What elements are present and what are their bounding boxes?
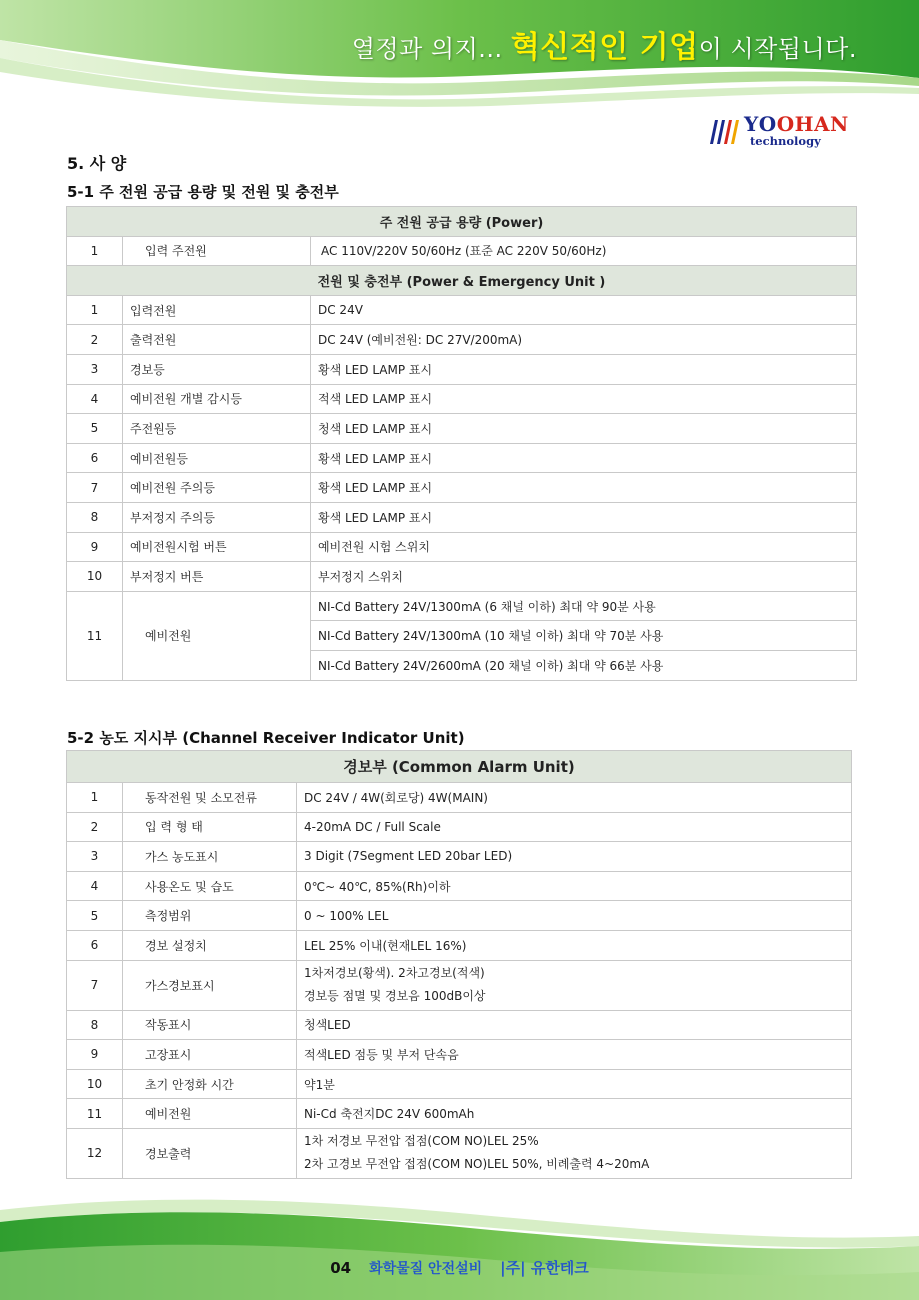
row-label: 예비전원 xyxy=(123,591,311,680)
row-number: 11 xyxy=(67,591,123,680)
table-row xyxy=(67,295,857,325)
row-value: 0 ~ 100% LEL xyxy=(297,901,852,931)
table-row xyxy=(67,871,852,901)
row-number: 11 xyxy=(67,1099,123,1129)
subsection-title-channel: 5-2 농도 지시부 (Channel Receiver Indicator Unit) xyxy=(67,729,465,747)
row-value: 적색LED 점등 및 부저 단속음 xyxy=(297,1040,852,1070)
band-power-emergency: 전원 및 충전부 (Power & Emergency Unit ) xyxy=(67,266,857,296)
row-number: 2 xyxy=(67,325,123,355)
value-line: 2차 고경보 무전압 접점(COM NO)LEL 50%, 비례출력 4~20mA xyxy=(304,1157,650,1172)
table-row xyxy=(67,1010,852,1040)
row-number: 4 xyxy=(67,871,123,901)
row-number: 8 xyxy=(67,1010,123,1040)
row-value: 3 Digit (7Segment LED 20bar LED) xyxy=(297,842,852,872)
row-label: 작동표시 xyxy=(123,1010,297,1040)
power-spec-table xyxy=(66,206,857,681)
row-value: 청색LED xyxy=(297,1010,852,1040)
table-row xyxy=(67,812,852,842)
row-label: 경보출력 xyxy=(123,1128,297,1178)
row-label: 측정범위 xyxy=(123,901,297,931)
table-row xyxy=(67,384,857,414)
row-value: DC 24V (예비전원: DC 27V/200mA) xyxy=(311,325,857,355)
row-label: 가스경보표시 xyxy=(123,960,297,1010)
band-power: 주 전원 공급 용량 (Power) xyxy=(67,207,857,237)
row-number: 10 xyxy=(67,1069,123,1099)
page-number: 04 xyxy=(330,1259,352,1277)
row-value: 4-20mA DC / Full Scale xyxy=(297,812,852,842)
row-label: 경보등 xyxy=(123,354,311,384)
table-row xyxy=(67,783,852,813)
row-value xyxy=(297,1128,852,1178)
row-number: 6 xyxy=(67,930,123,960)
row-value: NI-Cd Battery 24V/1300mA (6 채널 이하) 최대 약 90분 사용 xyxy=(311,591,857,621)
table-row xyxy=(67,1128,852,1178)
row-value: NI-Cd Battery 24V/1300mA (10 채널 이하) 최대 약 70분 사용 xyxy=(311,621,857,651)
company-logo xyxy=(706,110,856,152)
table-row xyxy=(67,591,857,621)
footer-wave-graphic xyxy=(0,1192,919,1300)
row-number: 1 xyxy=(67,783,123,813)
table-row xyxy=(67,1069,852,1099)
row-value: 황색 LED LAMP 표시 xyxy=(311,502,857,532)
row-number: 1 xyxy=(67,295,123,325)
row-label: 부저정지 주의등 xyxy=(123,502,311,532)
logo-stripes-icon xyxy=(706,116,742,146)
row-value: NI-Cd Battery 24V/2600mA (20 채널 이하) 최대 약 66분 사용 xyxy=(311,650,857,680)
row-value: 0℃~ 40℃, 85%(Rh)이하 xyxy=(297,871,852,901)
table-row xyxy=(67,901,852,931)
footer-description: 화학물질 안전설비 xyxy=(369,1261,483,1277)
row-value: Ni-Cd 축전지DC 24V 600mAh xyxy=(297,1099,852,1129)
row-value: AC 110V/220V 50/60Hz (표준 AC 220V 50/60Hz) xyxy=(311,236,857,266)
row-number: 3 xyxy=(67,842,123,872)
row-label: 주전원등 xyxy=(123,414,311,444)
row-value: 적색 LED LAMP 표시 xyxy=(311,384,857,414)
slogan-highlight: 혁신적인 기업 xyxy=(510,30,699,65)
table-row xyxy=(67,532,857,562)
row-label: 예비전원시험 버튼 xyxy=(123,532,311,562)
row-label: 가스 농도표시 xyxy=(123,842,297,872)
row-label: 예비전원 개별 감시등 xyxy=(123,384,311,414)
row-label: 사용온도 및 습도 xyxy=(123,871,297,901)
row-label: 고장표시 xyxy=(123,1040,297,1070)
table-row xyxy=(67,236,857,266)
row-value: 부저정지 스위치 xyxy=(311,562,857,592)
row-number: 9 xyxy=(67,532,123,562)
table-row xyxy=(67,325,857,355)
row-number: 5 xyxy=(67,414,123,444)
row-value: LEL 25% 이내(현재LEL 16%) xyxy=(297,930,852,960)
table-band-row xyxy=(67,207,857,237)
table-row xyxy=(67,960,852,1010)
table-band-row xyxy=(67,751,852,783)
row-label: 입 력 형 태 xyxy=(123,812,297,842)
row-value: 황색 LED LAMP 표시 xyxy=(311,354,857,384)
row-label: 입력전원 xyxy=(123,295,311,325)
row-number: 4 xyxy=(67,384,123,414)
subsection-title-power: 5-1 주 전원 공급 용량 및 전원 및 충전부 xyxy=(67,183,339,201)
row-value: 약1분 xyxy=(297,1069,852,1099)
row-label: 예비전원 xyxy=(123,1099,297,1129)
table-row xyxy=(67,1040,852,1070)
table-row xyxy=(67,1099,852,1129)
band-common-alarm: 경보부 (Common Alarm Unit) xyxy=(67,751,852,783)
logo-subtitle: technology xyxy=(750,134,821,148)
table-row xyxy=(67,443,857,473)
logo-wordmark: YOOHAN xyxy=(744,112,849,136)
row-label: 예비전원 주의등 xyxy=(123,473,311,503)
value-line: 경보등 점멸 및 경보음 100dB이상 xyxy=(304,989,486,1004)
row-number: 1 xyxy=(67,236,123,266)
row-label: 경보 설정치 xyxy=(123,930,297,960)
row-number: 10 xyxy=(67,562,123,592)
table-row xyxy=(67,502,857,532)
row-number: 3 xyxy=(67,354,123,384)
section-title: 5. 사 양 xyxy=(67,154,127,173)
value-line: 1차 저경보 무전압 접점(COM NO)LEL 25% xyxy=(304,1134,539,1149)
table-row xyxy=(67,842,852,872)
row-number: 8 xyxy=(67,502,123,532)
table-row xyxy=(67,414,857,444)
alarm-spec-table xyxy=(66,750,852,1179)
row-label: 동작전원 및 소모전류 xyxy=(123,783,297,813)
row-number: 2 xyxy=(67,812,123,842)
row-number: 7 xyxy=(67,960,123,1010)
table-row xyxy=(67,562,857,592)
table-band-row xyxy=(67,266,857,296)
row-label: 초기 안정화 시간 xyxy=(123,1069,297,1099)
footer-company: |주| 유한테크 xyxy=(500,1259,589,1277)
row-value xyxy=(297,960,852,1010)
row-value: 황색 LED LAMP 표시 xyxy=(311,443,857,473)
row-label: 출력전원 xyxy=(123,325,311,355)
value-line: 1차저경보(황색). 2차고경보(적색) xyxy=(304,966,485,981)
row-number: 12 xyxy=(67,1128,123,1178)
row-number: 5 xyxy=(67,901,123,931)
table-row xyxy=(67,930,852,960)
row-value: 청색 LED LAMP 표시 xyxy=(311,414,857,444)
header-slogan: 열정과 의지... 혁신적인 기업이 시작됩니다. xyxy=(351,30,857,65)
header-banner xyxy=(0,0,919,110)
footer-banner xyxy=(0,1192,919,1300)
row-value: 황색 LED LAMP 표시 xyxy=(311,473,857,503)
row-number: 9 xyxy=(67,1040,123,1070)
footer-text xyxy=(0,1257,919,1278)
row-label: 입력 주전원 xyxy=(123,236,311,266)
row-label: 예비전원등 xyxy=(123,443,311,473)
table-row xyxy=(67,354,857,384)
row-value: 예비전원 시험 스위치 xyxy=(311,532,857,562)
row-number: 6 xyxy=(67,443,123,473)
row-label: 부저정지 버튼 xyxy=(123,562,311,592)
row-value: DC 24V xyxy=(311,295,857,325)
row-value: DC 24V / 4W(회로당) 4W(MAIN) xyxy=(297,783,852,813)
row-number: 7 xyxy=(67,473,123,503)
table-row xyxy=(67,473,857,503)
